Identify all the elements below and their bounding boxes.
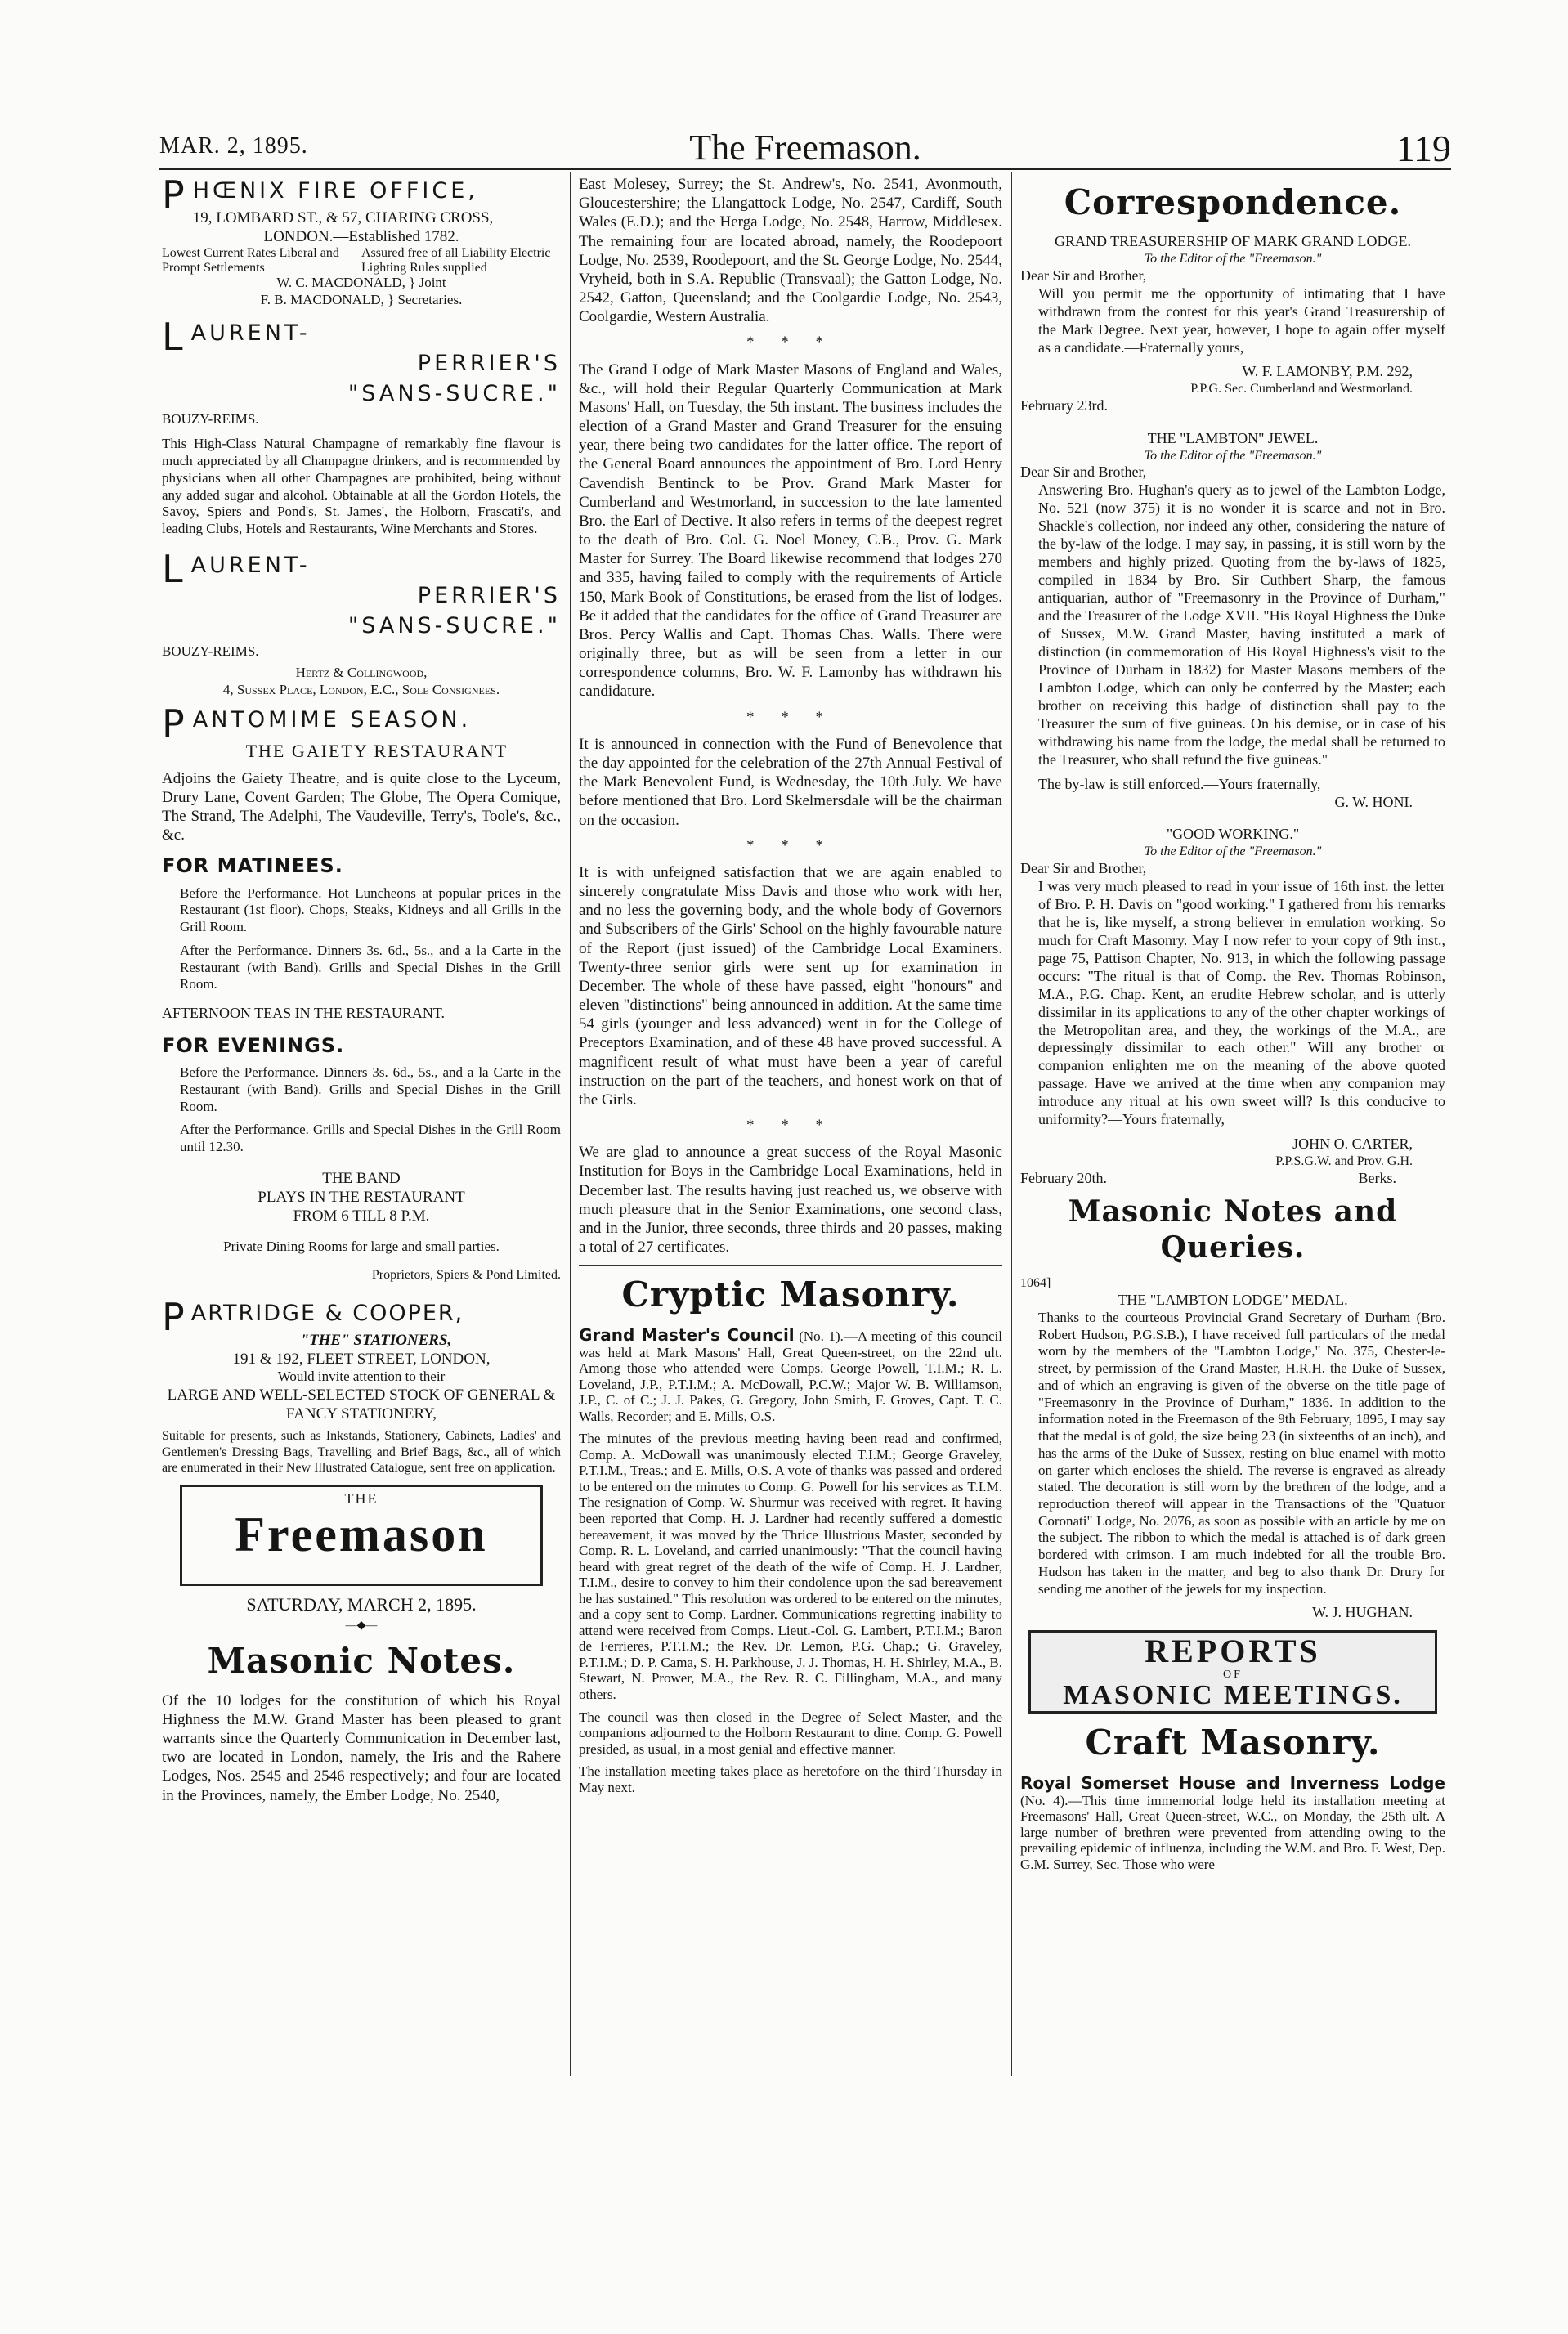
afternoon-teas: AFTERNOON TEAS IN THE RESTAURANT. (162, 1005, 446, 1022)
column-rule-2 (1011, 172, 1012, 2076)
laurent-2-line-2: PERRIER'S (417, 582, 561, 608)
gaiety-adjoins: Adjoins the Gaiety Theatre, and is quite close to the Lyceum, Drury Lane, Covent Garden; The Globe, The Opera Comique, The Strand, The Adelphi, The Vaudeville, Terry's, Toole's, &c., &c. (162, 769, 561, 844)
masonic-notes-body: Of the 10 lodges for the constitution of which his Royal Highness the M.W. Grand Master has been pleased to grant warrants since the Quarterly Communication in December last, two are located in London, namely, the Iris and the Rahere Lodges, Nos. 2545 and 2546 respectively; and four are located in the Provinces, namely, the Ember Lodge, No. 2540, (162, 1691, 561, 1804)
separator-2 (579, 1265, 1002, 1266)
stars-2: * * * (746, 708, 835, 726)
l1-salute: Dear Sir and Brother, (1020, 267, 1147, 284)
logo-the: THE (344, 1490, 379, 1507)
laurent-perrier-advert-2 (162, 546, 561, 699)
nq-sig: W. J. HUGHAN. (1312, 1604, 1413, 1621)
cryptic-masonry-heading: Cryptic Masonry. (621, 1275, 960, 1315)
laurent-1-line-1: AURENT- (190, 320, 311, 346)
partridge-body: Suitable for presents, such as Inkstands, Stationery, Cabinets, Ladies' and Gentlemen's Dressing Bags, Travelling and Brief Bags, &c., all of which are enumerated in their New Illustrated Catalogue, sent free on application. (162, 1429, 561, 1476)
laurent-2-line-3: "SANS-SUCRE." (347, 612, 561, 638)
laurent-perrier-advert-1 (162, 314, 561, 538)
col2-para-5: We are glad to announce a great success of the Royal Masonic Institution for Boys in the Cambridge Local Examinations, held in December last. The results having just reached us, we observe with much pleasure that in the Senior Examinations, one second class, and in the Junior, three seconds, three thirds and 20 passes, making a total of 27 certificates. (579, 1144, 1002, 1257)
l3-salute: Dear Sir and Brother, (1020, 859, 1147, 876)
l3-title: "GOOD WORKING." (1166, 826, 1300, 843)
col2-para-7: The minutes of the previous meeting having been read and confirmed, Comp. A. McDowall was unanimously elected T.I.M.; George Graveley, P.T.I.M., Treas.; and E. Mills, O.S. A vote of thanks was passed and ordered to be entered on the minutes to Comp. G. Powell for his services as T.I.M. The resignation of Comp. W. Shurmur was received with regret. It having been reported that Comp. H. J. Lardner had recently suffered a domestic bereavement, it was moved by the Thrice Illustrious Master, seconded by Comp. R. L. Loveland, and carried unanimously: "That the council having heard with great regret of the death of the wife of Comp. H. J. Lardner, T.I.M., desire to convey to him their condolence upon the sad bereavement he has sustained." This resolution was ordered to be entered on the minutes, and a copy sent to Comp. Lardner. Communications regretting inability to attend were received from Comps. Lieut.-Col. G. Lambert, P.T.I.M.; Baron de Ferrieres, P.T.I.M.; the Rev. Dr. Lemon, P.G. Chap.; G. Graveley, P.T.I.M.; D. P. Cama, S. H. Parkhouse, J. J. Thomas, H. H. Shirley, M.A., B. Stewart, N. Prower, M.A., the Rev. R. C. Fillingham, M.A., and many others. (579, 1431, 1002, 1702)
l3-body: I was very much pleased to read in your issue of 16th inst. the letter of Bro. P. H. Davis on "good working." I gathered from his remarks that he is, like myself, a strong believer in emulation working. So much for Craft Masonry. May I now refer to your copy of 9th inst., page 75, Pattison Chapter, No. 913, in which the following passage occurs: "The ritual is that of Comp. the Rev. Thomas Robinson, M.A., P.G. Chap. Kent, an erudite Hebrew scholar, and is utterly dissimilar in its applications to any of the other chapter workings of the Metropolitan area, and they, the workings of the M.A., are depressingly dissimilar to each other." Will any brother or companion enlighten me on the meaning of the above quoted passage. Have we arrived at the time when any companion may introduce any ritual at his own sweet will? Is this conducive to uniformity?—Yours fraternally, (1038, 877, 1445, 1128)
craft-masonry-heading: Craft Masonry. (1085, 1723, 1381, 1763)
band-line-2: PLAYS IN THE RESTAURANT (258, 1189, 465, 1207)
stars-4: * * * (746, 1117, 835, 1135)
l2-salute: Dear Sir and Brother, (1020, 464, 1147, 481)
l1-body: Will you permit me the opportunity of intimating that I have withdrawn from the contest for this year's Grand Treasurership of the Mark Degree. Next year, however, I hope to again offer myself as a candidate.—Fraternally yours, (1038, 284, 1445, 356)
band-line-1: THE BAND (322, 1169, 401, 1187)
l2-sig: G. W. HONI. (1334, 793, 1413, 810)
column-rule-1 (570, 172, 571, 2076)
l2-body-2: The by-law is still enforced.—Yours fraternally, (1038, 775, 1321, 792)
council-number: (No. 1). (799, 1328, 844, 1344)
phoenix-title: HŒNIX FIRE OFFICE, (192, 178, 478, 204)
partridge-stock: LARGE AND WELL-SELECTED STOCK OF GENERAL & FANCY STATIONERY, (167, 1386, 556, 1422)
partridge-cooper-advert (162, 1294, 561, 1476)
nq-number: 1064] (1020, 1276, 1051, 1291)
stars-1: * * * (746, 334, 835, 352)
l3-sig-2: P.P.S.G.W. and Prov. G.H. (1275, 1154, 1413, 1169)
council-body: —A meeting of this council was held at Mark Masons' Hall, Great Queen-street, on the 22nd ult. Among those who attended were Comps. George Powell, T.I.M.; R. L. Loveland, J.P., P.T.I.M.; A. McDowall, P.C.W.; Major W. B. Williamson, J.P., C. of C.; J. J. Pakes, G. Gregory, John Smith, F. Groves, Capt. T. C. Walls, Recorder; and E. Mills, O.S. (579, 1328, 1002, 1424)
l3-editor: To the Editor of the "Freemason." (1144, 844, 1322, 859)
partridge-sub: "THE" STATIONERS, (300, 1331, 452, 1349)
phoenix-secretary-2: F. B. MACDONALD, } Secretaries. (260, 292, 463, 308)
private-dining: Private Dining Rooms for large and small parties. (223, 1239, 500, 1255)
col2-para-3: It is announced in connection with the Fund of Benevolence that the day appointed for the celebration of the 27th Annual Festival of the Mark Benevolent Fund, is Wednesday, the 10th July. We have before mentioned that Bro. Lord Skelmersdale will be the chairman on the occasion. (579, 735, 1002, 829)
phoenix-terms-left: Lowest Current Rates Liberal and Prompt Settlements (162, 246, 339, 275)
partridge-title: ARTRIDGE & COOPER, (190, 1300, 464, 1326)
phoenix-advert (162, 175, 561, 309)
laurent-2-agents: Hertz & Collingwood, (295, 665, 428, 681)
drop-cap-l-2: L (162, 546, 186, 591)
nq-body: Thanks to the courteous Provincial Grand Secretary of Durham (Bro. Robert Hudson, P.G.S.B.), I have received full particulars of the medal worn by the members of the "Lambton Lodge," No. 375, Chester-le-street, by permission of the Grand Master, H.R.H. the Duke of Sussex, and of which an engraving is given of the obverse on the title page of "Freemasonry in the Province of Durham," 1836. In addition to the information noted in the Freemason of the 9th February, 1895, I may say that the medal is of gold, the size being 23 (in sixteenths of an inch), and has the arms of the Duke of Sussex, resting on blue enamel with motto on garter which encloses the shield. The reverse is engraved as already stated. The decoration is still worn by the brethren of the lodge, and a reproduction thereof will appear in the Transactions of the "Quatuor Coronati" Lodge, No. 2076, as soon as possible with an article by me on the subject. The ribbon to which the medal is attached is of dark green bordered with crimson. I am much indebted for all the trouble Bro. Hudson has taken in the matter, and beg to also thank Dr. Drury for sending me another of the jewels for my inspection. (1038, 1309, 1445, 1597)
col2-para-9: The installation meeting takes place as heretofore on the third Thursday in May next. (579, 1763, 1002, 1795)
royal-somerset-report (1020, 1774, 1445, 1873)
rs-body: —This time immemorial lodge held its installation meeting at Freemasons' Hall, Great Queen-street, W.C., on Monday, the 25th ult. A large number of brethren were prevented from attending owing to the prevailing epidemic of influenza, including the W.M. and Bro. F. West, Dep. G.M. Surrey, Sec. Those who were (1020, 1792, 1445, 1872)
header-rule (159, 168, 1451, 170)
saturday-date: SATURDAY, MARCH 2, 1895. (246, 1593, 477, 1615)
evenings-after: After the Performance. Grills and Special Dishes in the Grill Room until 12.30. (180, 1122, 561, 1155)
l3-place: Berks. (1358, 1169, 1396, 1186)
drop-cap-p-3: P (162, 1294, 186, 1339)
evenings-before: Before the Performance. Dinners 3s. 6d., 5s., and a la Carte in the Restaurant (with Band). Grills and Special Dishes in the Grill Room. (180, 1064, 561, 1114)
masonic-notes-heading: Masonic Notes. (207, 1640, 516, 1681)
date-ornament: —◆— (345, 1619, 378, 1633)
rs-number: (No. 4). (1020, 1792, 1068, 1808)
drop-cap-p-2: P (162, 701, 188, 746)
reports-line-2: MASONIC MEETINGS. (1063, 1679, 1403, 1710)
l3-date: February 20th. (1020, 1169, 1107, 1186)
laurent-2-address: 4, Sussex Place, London, E.C., Sole Consignees. (222, 682, 500, 698)
phoenix-terms (162, 246, 561, 275)
laurent-1-place: BOUZY-REIMS. (162, 410, 259, 427)
reports-of: OF (1223, 1668, 1243, 1681)
masthead-title: The Freemason. (689, 128, 921, 168)
laurent-2-line-1: AURENT- (190, 552, 311, 578)
l3-footer (1020, 1170, 1445, 1188)
reports-banner (1028, 1630, 1437, 1714)
laurent-2-place: BOUZY-REIMS. (162, 643, 259, 659)
phoenix-terms-right: Assured free of all Liability Electric Lighting Rules supplied (361, 246, 551, 275)
drop-cap-p: P (162, 175, 188, 217)
issue-date: MAR. 2, 1895. (159, 133, 308, 159)
partridge-address: 191 & 192, FLEET STREET, LONDON, (232, 1350, 491, 1368)
col2-para-1: East Molesey, Surrey; the St. Andrew's, No. 2541, Avonmouth, Gloucestershire; the Llangattock Lodge, No. 2547, Cardiff, South Wales (E.D.); and the Herga Lodge, No. 2548, Harrow, Middlesex. The remaining four are located abroad, namely, the Roodepoort Lodge, No. 2539, Roodepoort, and the St. George Lodge, No. 2544, Vryheid, both in S.A. Republic (Transvaal); the Gatton Lodge, No. 2542, Gatton, Queensland; and the Coolgardie Lodge, No. 2543, Coolgardie, Western Australia. (579, 176, 1002, 326)
laurent-1-body: This High-Class Natural Champagne of remarkably fine flavour is much appreciated by all Champagne drinkers, and is recommended by physicians when all other Champagnes are prohibited, being without any added sugar and alcohol. Obtainable at all the Gordon Hotels, the Savoy, Spiers and Pond's, St. James', the Holborn, Frascati's, and leading Clubs, Hotels and Restaurants, Wine Merchants and Stores. (162, 436, 561, 537)
column-3 (1020, 175, 1445, 2088)
partridge-would: Would invite attention to their (277, 1368, 446, 1384)
page-number: 119 (1396, 128, 1451, 169)
drop-cap-l: L (162, 314, 186, 359)
freemason-logo (180, 1485, 543, 1586)
l1-sig-1: W. F. LAMONBY, P.M. 292, (1242, 363, 1413, 380)
band-line-3: FROM 6 TILL 8 P.M. (293, 1207, 430, 1225)
logo-name: Freemason (235, 1507, 488, 1561)
l1-date: February 23rd. (1020, 396, 1108, 414)
reports-line-1: REPORTS (1145, 1632, 1321, 1669)
matinees-before: Before the Performance. Hot Luncheons at popular prices in the Restaurant (1st floor). Chops, Steaks, Kidneys and all Grills in the Grill Room. (180, 885, 561, 935)
column-2 (579, 175, 1002, 2088)
col2-para-2: The Grand Lodge of Mark Master Masons of England and Wales, &c., will hold their Regular Quarterly Communication at Mark Masons' Hall, on Tuesday, the 5th instant. The business includes the election of a Grand Master and Grand Treasurer for the ensuing year, there being two candidates for the latter office. The report of the General Board announces the appointment of Bro. Lord Henry Cavendish Bentinck to be Prov. Grand Mark Master for Cumberland and Westmorland, in succession to the late lamented Bro. the Earl of Dective. It also refers in terms of the deepest regret to the death of Bro. Col. G. Noel Money, C.B., Prov. G. Mark Master for Surrey. The Board likewise recommend that lodges 270 and 335, having failed to comply with the requirements of Article 150, Mark Book of Constitutions, be erased from the list of lodges. Be it added that the candidates for the office of Grand Treasurer are Bros. Percy Wallis and Capt. Thomas Chas. Walls. There were originally three, but as will be seen from a letter in our correspondence columns, Bro. W. F. Lamonby has withdrawn his candidature. (579, 361, 1002, 701)
l1-title: GRAND TREASURERSHIP OF MARK GRAND LODGE. (1054, 233, 1412, 250)
matinees-heading: FOR MATINEES. (162, 854, 343, 878)
council-report (579, 1326, 1002, 1425)
gaiety-restaurant-title: THE GAIETY RESTAURANT (245, 740, 508, 761)
council-lead: Grand Master's Council (579, 1324, 795, 1345)
matinees-after: After the Performance. Dinners 3s. 6d., 5s., and a la Carte in the Restaurant (with Band). Grills and Special Dishes in the Grill Room. (180, 942, 561, 992)
stars-3: * * * (746, 836, 835, 854)
laurent-1-line-2: PERRIER'S (417, 350, 561, 376)
column-1 (162, 175, 561, 2088)
pantomime-title: ANTOMIME SEASON. (192, 706, 472, 732)
pantomime-advert (162, 701, 561, 1283)
l2-body: Answering Bro. Hughan's query as to jewel of the Lambton Lodge, No. 521 (now 375) it is no wonder it is scarce and not in Bro. Shackle's collection, nor indeed any other, considering the nature of the by-law of the lodge. I may say, in passing, it is still worn by the members and highly prized. Quoting from the by-laws of 1825, compiled in 1834 by Bro. Sir Cuthbert Sharp, the famous antiquarian, author of "Freemasonry in the Province of Durham," and the Treasurer of the Lodge XVII. "His Royal Highness the Duke of Sussex, M.W. Grand Master, having instituted a mark of distinction (in commemoration of His Royal Highness's visit to the Province of Durham in 1832) for Master Masons members of the Lambton Lodge, which can only be conferred by the Master; each brother on receiving this badge of distinction shall pay to the Treasurer the sum of five guineas. On his demise, or in case of his withdrawing his name from the lodge, the medal shall be returned to the Treasurer, who shall refund the five guineas." (1038, 482, 1445, 768)
nq-title: THE "LAMBTON LODGE" MEDAL. (1118, 1291, 1348, 1308)
page-header (159, 127, 1451, 168)
letter-good-working (1020, 826, 1445, 1187)
letter-lambton-jewel (1020, 430, 1445, 812)
l2-title: THE "LAMBTON" JEWEL. (1147, 429, 1319, 446)
col2-para-4: It is with unfeigned satisfaction that we are again enabled to sincerely congratulate Miss Davis and those who work with her, and no less the governing body, and the whole body of Governors and Subscribers of the Girls' School on the highly favourable nature of the Report (just issued) of the Cambridge Local Examiners. Twenty-three senior girls were sent up for examination in December. The whole of these have passed, eight "honours" and eleven "distinctions" being announced in addition. At the same time 54 girls (younger and less advanced) went in for the College of Preceptors Examination, and of these 48 have proved successful. A magnificent result of what must have been a year of careful instruction on the part of the teachers, and honest work on that of the Girls. (579, 863, 1002, 1109)
correspondence-heading: Correspondence. (1064, 182, 1402, 222)
phoenix-established: LONDON.—Established 1782. (263, 228, 459, 246)
laurent-1-line-3: "SANS-SUCRE." (347, 380, 561, 406)
phoenix-secretary-1: W. C. MACDONALD, } Joint (276, 275, 446, 291)
l3-sig-1: JOHN O. CARTER, (1292, 1136, 1413, 1153)
evenings-heading: FOR EVENINGS. (162, 1033, 345, 1057)
letter-grand-treasurership (1020, 233, 1445, 415)
col2-para-8: The council was then closed in the Degree of Select Master, and the companions adjourned to the Holborn Restaurant to dine. Comp. G. Powell presided, as usual, in a most genial and effective manner. (579, 1709, 1002, 1757)
l1-editor: To the Editor of the "Freemason." (1144, 252, 1322, 267)
notes-queries-heading: Masonic Notes and Queries. (1068, 1194, 1398, 1265)
phoenix-address: 19, LOMBARD ST., & 57, CHARING CROSS, (192, 208, 494, 226)
l2-editor: To the Editor of the "Freemason." (1144, 448, 1322, 463)
proprietors: Proprietors, Spiers & Pond Limited. (371, 1268, 561, 1283)
rs-lead: Royal Somerset House and Inverness Lodge (1020, 1772, 1445, 1793)
l1-sig-2: P.P.G. Sec. Cumberland and Westmorland. (1190, 382, 1413, 396)
